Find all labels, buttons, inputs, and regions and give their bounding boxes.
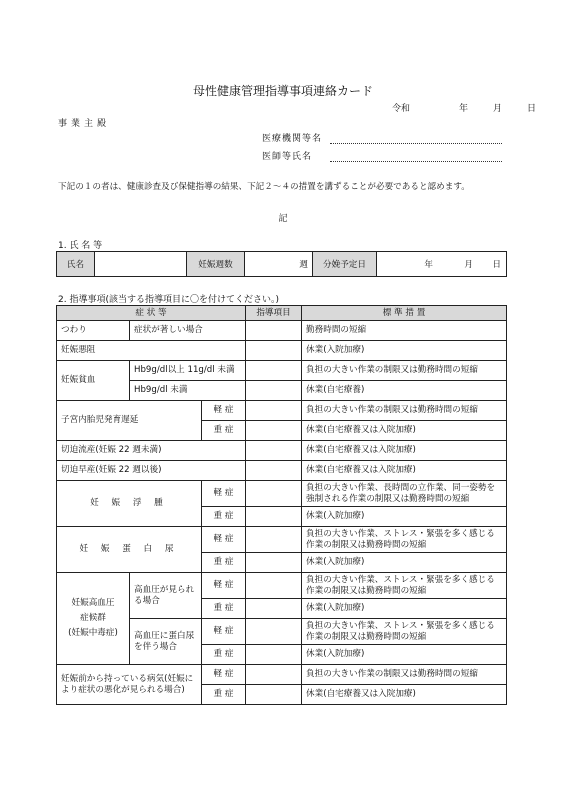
item-checkbox[interactable] (246, 421, 302, 441)
row-measure: 負担の大きい作業の制限又は勤務時間の短縮 (302, 361, 507, 381)
date-day: 日 (526, 104, 536, 114)
row-name-hypertension (57, 573, 130, 665)
doctor-field (262, 149, 502, 162)
weeks-input[interactable] (245, 252, 313, 277)
item-checkbox[interactable] (246, 441, 302, 461)
severity-severe: 重 症 (202, 553, 246, 573)
row-measure: 休業(自宅療養又は入院加療) (302, 685, 507, 705)
institution-label: 医療機関等名 (262, 134, 323, 144)
ki-heading: 記 (278, 214, 288, 224)
due-label: 分娩予定日 (313, 252, 377, 277)
item-checkbox[interactable] (246, 381, 302, 401)
severity-mild: 軽 症 (202, 573, 246, 599)
row-name: 妊娠悪阻 (57, 341, 246, 361)
item-checkbox[interactable] (246, 599, 302, 619)
patient-info-table (56, 251, 507, 277)
item-checkbox[interactable] (246, 481, 302, 507)
row-condition: Hb9g/dl以上 11g/dl 未満 (130, 361, 246, 381)
intro-text: 下記の１の者は、健康診査及び保健指導の結果、下記２～４の措置を講ずることが必要であると認めます。 (58, 182, 470, 192)
row-measure: 勤務時間の短縮 (302, 321, 507, 341)
row-measure: 休業(入院加療) (302, 341, 507, 361)
row-measure: 負担の大きい作業の制限又は勤務時間の短縮 (302, 401, 507, 421)
issue-date (392, 101, 536, 114)
hypertension-name-2: 症候群 (80, 613, 106, 623)
row-measure: 負担の大きい作業の制限又は勤務時間の短縮 (302, 665, 507, 685)
severity-mild: 軽 症 (202, 481, 246, 507)
date-year: 年 (458, 104, 468, 114)
row-name: 妊 娠 浮 腫 (57, 481, 202, 527)
employer-label: 事業主殿 (58, 119, 111, 129)
item-checkbox[interactable] (246, 665, 302, 685)
row-measure: 負担の大きい作業、ストレス・緊張を多く感じる作業の制限又は勤務時間の短縮 (302, 619, 507, 645)
row-measure: 休業(入院加療) (302, 599, 507, 619)
section2-heading: 2. 指導事項(該当する指導項目に〇を付けてください。) (58, 295, 279, 305)
row-name: 切迫早産(妊娠 22 週以後) (57, 461, 246, 481)
due-year: 年 (424, 260, 433, 270)
row-measure: 休業(入院加療) (302, 507, 507, 527)
item-checkbox[interactable] (246, 573, 302, 599)
row-name: 子宮内胎児発育遅延 (57, 401, 202, 441)
row-name: 切迫流産(妊娠 22 週未満) (57, 441, 246, 461)
severity-severe: 重 症 (202, 421, 246, 441)
row-measure: 休業(入院加療) (302, 553, 507, 573)
row-measure: 負担の大きい作業、長時間の立作業、同一姿勢を強制される作業の制限又は勤務時間の短縮 (302, 481, 507, 507)
row-measure: 休業(自宅療養) (302, 381, 507, 401)
doctor-label: 医師等氏名 (262, 152, 313, 162)
item-checkbox[interactable] (246, 553, 302, 573)
date-era: 令和 (392, 104, 411, 114)
doctor-input[interactable] (330, 150, 502, 162)
header-item: 指導項目 (246, 306, 302, 321)
date-month: 月 (492, 104, 502, 114)
hypertension-name-3: (妊娠中毒症) (68, 628, 118, 638)
weeks-label: 妊娠週数 (187, 252, 245, 277)
severity-mild: 軽 症 (202, 619, 246, 645)
item-checkbox[interactable] (246, 341, 302, 361)
row-name: 妊娠貧血 (57, 361, 130, 401)
weeks-unit: 週 (299, 260, 308, 270)
row-measure: 休業(自宅療養又は入院加療) (302, 421, 507, 441)
header-symptom: 症 状 等 (57, 306, 246, 321)
hypertension-name-1: 妊娠高血圧 (71, 598, 115, 608)
header-measure: 標 準 措 置 (302, 306, 507, 321)
institution-field (262, 131, 502, 144)
severity-severe: 重 症 (202, 507, 246, 527)
severity-severe: 重 症 (202, 685, 246, 705)
row-name: つわり (57, 321, 130, 341)
section1-heading: 1. 氏 名 等 (58, 241, 103, 251)
row-measure: 休業(自宅療養又は入院加療) (302, 461, 507, 481)
due-day: 日 (492, 260, 501, 270)
item-checkbox[interactable] (246, 645, 302, 665)
item-checkbox[interactable] (246, 527, 302, 553)
name-input[interactable] (95, 252, 187, 277)
row-condition: 症状が著しい場合 (130, 321, 246, 341)
due-input[interactable] (377, 252, 507, 277)
item-checkbox[interactable] (246, 619, 302, 645)
row-condition: 高血圧が見られる場合 (130, 573, 202, 619)
institution-input[interactable] (330, 132, 502, 144)
item-checkbox[interactable] (246, 361, 302, 381)
item-checkbox[interactable] (246, 401, 302, 421)
item-checkbox[interactable] (246, 321, 302, 341)
row-name: 妊 娠 蛋 白 尿 (57, 527, 202, 573)
due-month: 月 (464, 260, 473, 270)
item-checkbox[interactable] (246, 507, 302, 527)
row-name: 妊娠前から持っている病気(妊娠により症状の悪化が見られる場合) (57, 665, 202, 705)
item-checkbox[interactable] (246, 685, 302, 705)
guidance-table (56, 305, 507, 705)
severity-mild: 軽 症 (202, 401, 246, 421)
row-measure: 休業(自宅療養又は入院加療) (302, 441, 507, 461)
item-checkbox[interactable] (246, 461, 302, 481)
row-condition: Hb9g/dl 未満 (130, 381, 246, 401)
row-measure: 休業(入院加療) (302, 645, 507, 665)
page-title: 母性健康管理指導事項連絡カード (192, 84, 373, 98)
row-measure: 負担の大きい作業、ストレス・緊張を多く感じる作業の制限又は勤務時間の短縮 (302, 527, 507, 553)
name-label: 氏名 (57, 252, 95, 277)
row-measure: 負担の大きい作業、ストレス・緊張を多く感じる作業の制限又は勤務時間の短縮 (302, 573, 507, 599)
row-condition: 高血圧に蛋白尿を伴う場合 (130, 619, 202, 665)
severity-severe: 重 症 (202, 645, 246, 665)
severity-severe: 重 症 (202, 599, 246, 619)
severity-mild: 軽 症 (202, 527, 246, 553)
severity-mild: 軽 症 (202, 665, 246, 685)
